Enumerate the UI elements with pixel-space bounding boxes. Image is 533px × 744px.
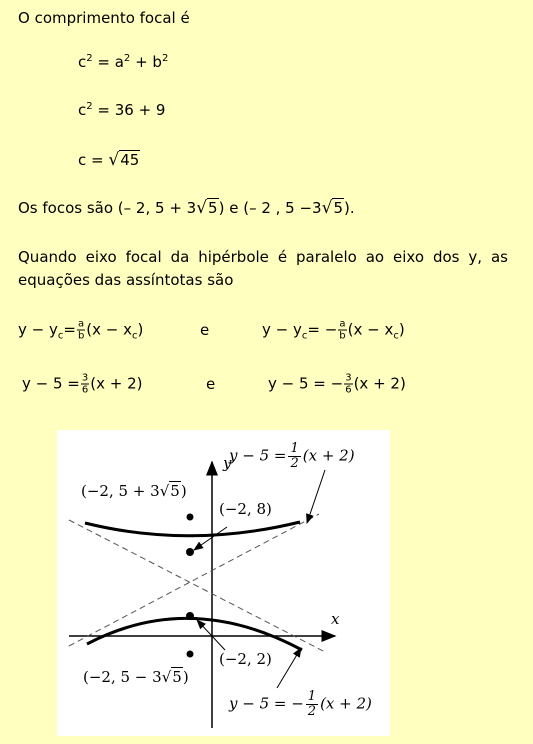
intro-text: O comprimento focal é [18,9,190,27]
equation-c-sqrt45: c = √45 [78,150,140,170]
focus-top-label: (−2, 5 + 3√5) [81,482,187,500]
y-axis-label: y [223,454,232,472]
asymptote-line-positive [69,514,319,646]
equation-c2-a2-b2: $c^2 = a^2 + b^2$ [78,53,169,71]
asymptote-general-positive: $y - y_c=$ $\frac{a}{b}$ $(x - x_c)$ [18,318,144,342]
connector-e-1: e [200,321,210,339]
asymptote-general-negative: $y - y_c=$ − $\frac{a}{b}$ $(x - x_c)$ [262,318,405,342]
asymptote-specific-positive: y − 5 = $\frac{3}{6}$ (x + 2) [22,372,143,396]
upper-branch [85,522,300,536]
hyperbola-graph [57,430,390,736]
x-axis-label: x [331,610,340,628]
pointer-bottom-asymptote [277,648,301,688]
vertex-bottom-label: (−2, 2) [219,650,272,668]
asymptote-specific-negative: y − 5 = − $\frac{3}{6}$ (x + 2) [268,372,406,396]
pointer-vertex-bottom [197,620,225,650]
vertex-bottom-point [186,612,194,620]
pointer-top-asymptote [307,470,325,523]
focos-text: Os focos são (– 2, 5 + 3√5) e (– 2 , 5 −3√5). [18,198,355,218]
focus-bottom-label: (−2, 5 − 3√5) [83,668,189,686]
vertex-top-label: (−2, 8) [219,500,272,518]
equation-c2-36-9: $c^2 = 36 + 9$ [78,101,166,119]
focus-bottom-point [187,651,194,658]
focus-top-point [187,514,194,521]
bottom-asymptote-label: y − 5 = − $\frac{1}{2}$ (x + 2) [229,689,372,719]
vertex-top-point [186,548,194,556]
asymptote-paragraph: Quando eixo focal da hipérbole é paralelo ao eixo dos y, as equações das assíntotas são [18,248,508,289]
connector-e-2: e [206,375,216,393]
pointer-vertex-top [194,527,227,550]
asymptote-line-negative [69,520,325,652]
top-asymptote-label: y − 5 = $\frac{1}{2}$ (x + 2) [229,441,355,471]
